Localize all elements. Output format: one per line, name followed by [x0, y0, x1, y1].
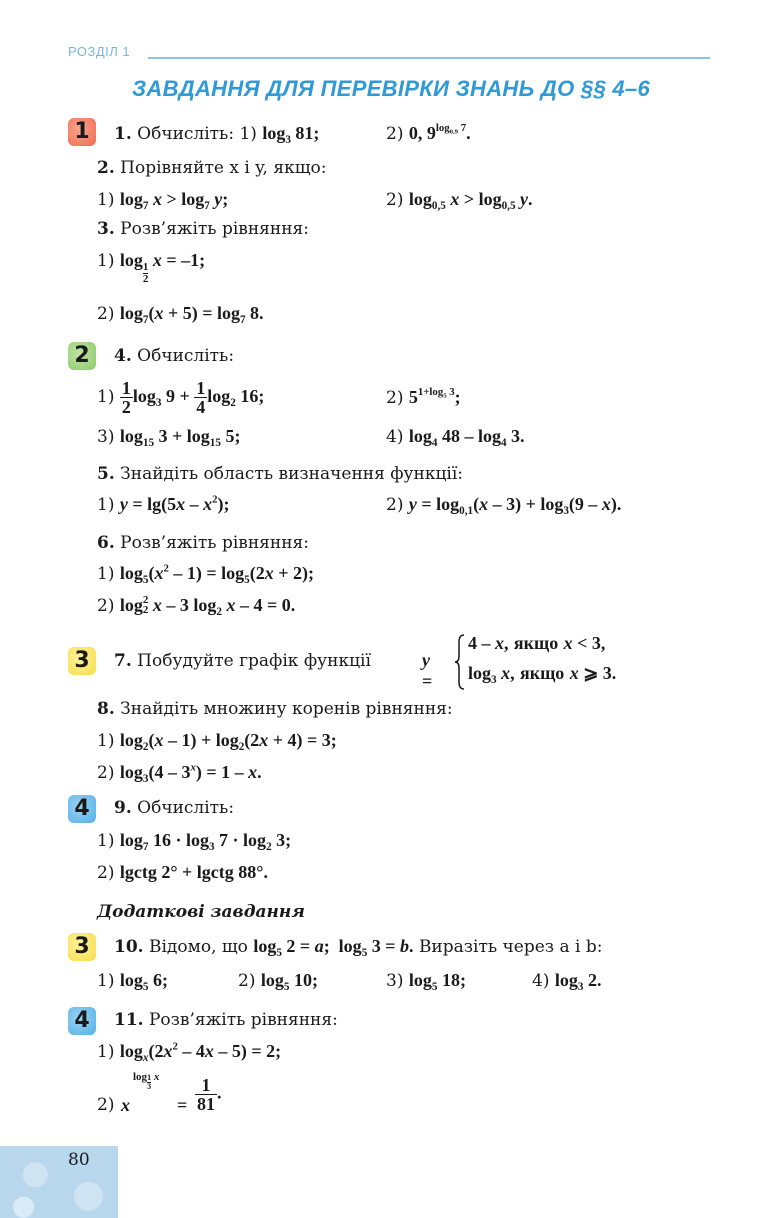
piecewise-case-2	[468, 662, 616, 685]
task-number: 11.	[114, 1010, 144, 1030]
part-label: 1)	[239, 124, 257, 144]
task-1-part-2	[386, 122, 471, 145]
task-9-part-1	[97, 829, 291, 852]
task-text: Розв’яжіть рівняння:	[148, 1010, 338, 1030]
task-10-part-1	[97, 969, 168, 992]
task-11-part-1	[97, 1040, 281, 1063]
level-badge-2: 2	[68, 342, 96, 370]
formula: $\log_{15} 3 + \log_{15} 5$;	[119, 426, 241, 449]
task-10-part-4	[532, 969, 601, 992]
part-label: 2)	[386, 388, 404, 408]
formula: $\log_2(x - 1) + \log_2(2x + 4) = 3$;	[119, 730, 337, 753]
part-label: 2)	[386, 495, 404, 515]
task-9-part-2	[97, 861, 268, 884]
part-label: 2)	[386, 124, 404, 144]
formula-rhs: $\frac{1}{81}$ .	[197, 1075, 222, 1114]
part-label: 2)	[97, 1095, 115, 1115]
task-2-part-1	[97, 188, 228, 211]
formula: $\frac{1}{2}$ $\log_3 9$ + $\frac{1}{4}$ $\log_2 16$;	[121, 378, 265, 418]
part-label: 1)	[97, 831, 115, 851]
level-badge-1: 1	[68, 118, 96, 146]
task-text: Порівняйте x і y, якщо:	[120, 158, 327, 178]
task-8	[97, 698, 453, 720]
task-4	[114, 345, 234, 367]
task-text: Виразіть через a і b:	[418, 937, 603, 957]
formula: $\log_5(x^2 - 1) = \log_5(2x + 2)$;	[119, 562, 314, 586]
task-number: 8.	[97, 699, 115, 719]
part-label: 1)	[97, 387, 115, 407]
additional-tasks-heading: Додаткові завдання	[97, 902, 305, 922]
formula: $\log_{0,5} x > \log_{0,5} y$.	[408, 189, 533, 212]
task-2	[97, 157, 326, 179]
brace-icon	[454, 634, 466, 690]
formula: 4 – x,	[468, 633, 509, 653]
task-10-part-2	[238, 969, 318, 992]
task-3-part-1	[97, 249, 205, 285]
task-6-part-1	[97, 562, 314, 585]
task-4-part-2	[386, 386, 461, 409]
part-label: 2)	[238, 971, 256, 991]
level-badge-3: 3	[68, 647, 96, 675]
task-3-part-2	[97, 302, 264, 325]
part-label: 1)	[97, 495, 115, 515]
task-5	[97, 463, 463, 485]
formula-lhs: y =	[422, 650, 433, 691]
formula: $\log_5 2 = a$; $\log_5 3 = b$.	[253, 936, 414, 959]
task-9	[114, 797, 234, 819]
page-title: ЗАВДАННЯ ДЛЯ ПЕРЕВІРКИ ЗНАНЬ ДО §§ 4–6	[131, 76, 651, 101]
task-number: 1.	[114, 124, 132, 144]
part-label: 1)	[97, 251, 115, 271]
formula: log $\frac{1}{2}$ x = –1;	[119, 250, 206, 285]
formula: $5^{1+log_5 3}$;	[408, 386, 461, 407]
part-label: 1)	[97, 564, 115, 584]
task-5-part-1	[97, 493, 230, 516]
formula: $\log_7(x + 5) = \log_7 8$.	[119, 303, 264, 326]
formula-equals: =	[177, 1095, 188, 1115]
part-label: 1)	[97, 731, 115, 751]
formula: $\log_5 10$;	[260, 970, 318, 993]
task-text: Обчисліть:	[137, 346, 235, 366]
formula: $\log_4 48 - \log_4 3$.	[408, 426, 525, 449]
part-label: 3)	[97, 427, 115, 447]
task-6-part-2	[97, 594, 295, 617]
part-label: 2)	[97, 596, 115, 616]
task-10-part-3	[386, 969, 466, 992]
formula: $\log_5 18$;	[408, 970, 466, 993]
formula: $\log_7 16 \cdot \log_3 7 \cdot \log_2 3$;	[119, 830, 292, 853]
task-10	[114, 935, 602, 958]
formula-base: x	[121, 1095, 130, 1115]
part-label: 1)	[97, 190, 115, 210]
part-label: 1)	[97, 1042, 115, 1062]
task-6	[97, 532, 309, 554]
task-4-part-3	[97, 425, 240, 448]
part-label: 2)	[97, 763, 115, 783]
task-4-part-1	[97, 375, 264, 418]
part-label: 1)	[97, 971, 115, 991]
part-label: 2)	[97, 304, 115, 324]
formula: $\log_7 x > \log_7 y$;	[119, 189, 229, 212]
task-8-part-1	[97, 729, 337, 752]
task-4-part-4	[386, 425, 525, 448]
formula: x < 3,	[563, 633, 606, 653]
part-label: 4)	[532, 971, 550, 991]
case-word: якщо	[513, 633, 559, 653]
task-number: 2.	[97, 158, 115, 178]
task-text: Обчисліть:	[137, 124, 235, 144]
part-label: 4)	[386, 427, 404, 447]
formula: $\log_3 2$.	[554, 970, 602, 993]
formula: x ⩾ 3.	[569, 663, 617, 683]
part-label: 2)	[386, 190, 404, 210]
formula: $y = \lg(5x - x^2)$;	[119, 493, 230, 514]
task-number: 7.	[114, 651, 132, 671]
part-label: 2)	[97, 863, 115, 883]
task-text: Знайдіть область визначення функції:	[120, 464, 464, 484]
task-1	[114, 122, 319, 145]
task-text: Знайдіть множину коренів рівняння:	[120, 699, 453, 719]
task-number: 5.	[97, 464, 115, 484]
task-text: Відомо, що	[148, 937, 248, 957]
page-number: 80	[68, 1150, 90, 1170]
task-11	[114, 1009, 338, 1031]
task-7	[114, 650, 371, 672]
task-number: 6.	[97, 533, 115, 553]
task-number: 4.	[114, 346, 132, 366]
formula: $\log_3(4 - 3^x) = 1 - x$.	[119, 761, 262, 785]
page-corner-decoration	[0, 1146, 118, 1218]
formula-exponent: log $\frac{1}{3}$ x	[133, 1071, 160, 1091]
formula: $y = \log_{0,1}(x - 3) + \log_3(9 - x)$.	[408, 494, 622, 517]
formula: lgctg 2° + lgctg 88°.	[119, 862, 268, 882]
case-word: якщо	[520, 663, 565, 683]
section-divider	[148, 57, 710, 59]
formula: log 2 2 x – 3 $\log_2 x - 4 = 0$.	[119, 594, 296, 618]
task-5-part-2	[386, 493, 621, 516]
task-text: Розв’яжіть рівняння:	[120, 219, 309, 239]
section-label: РОЗДІЛ 1	[68, 44, 131, 59]
part-label: 3)	[386, 971, 404, 991]
formula: $\log_3 81$;	[262, 123, 320, 146]
formula: 0, $9^{log_{0,9} 7}$.	[408, 122, 471, 143]
formula: $\log_3 x$,	[468, 663, 515, 686]
task-text: Обчисліть:	[137, 798, 235, 818]
task-number: 10.	[114, 937, 144, 957]
task-text: Розв’яжіть рівняння:	[120, 533, 309, 553]
formula: $\log_5 6$;	[119, 970, 168, 993]
task-number: 9.	[114, 798, 132, 818]
task-number: 3.	[97, 219, 115, 239]
task-3	[97, 218, 309, 240]
task-text: Побудуйте графік функції	[137, 651, 371, 671]
formula: $\log_x(2x^2 - 4x - 5) = 2$;	[119, 1040, 282, 1064]
level-badge-3-extra: 3	[68, 933, 96, 961]
piecewise-case-1	[468, 632, 605, 655]
task-2-part-2	[386, 188, 533, 211]
level-badge-4: 4	[68, 795, 96, 823]
level-badge-4-extra: 4	[68, 1007, 96, 1035]
task-8-part-2	[97, 761, 262, 784]
